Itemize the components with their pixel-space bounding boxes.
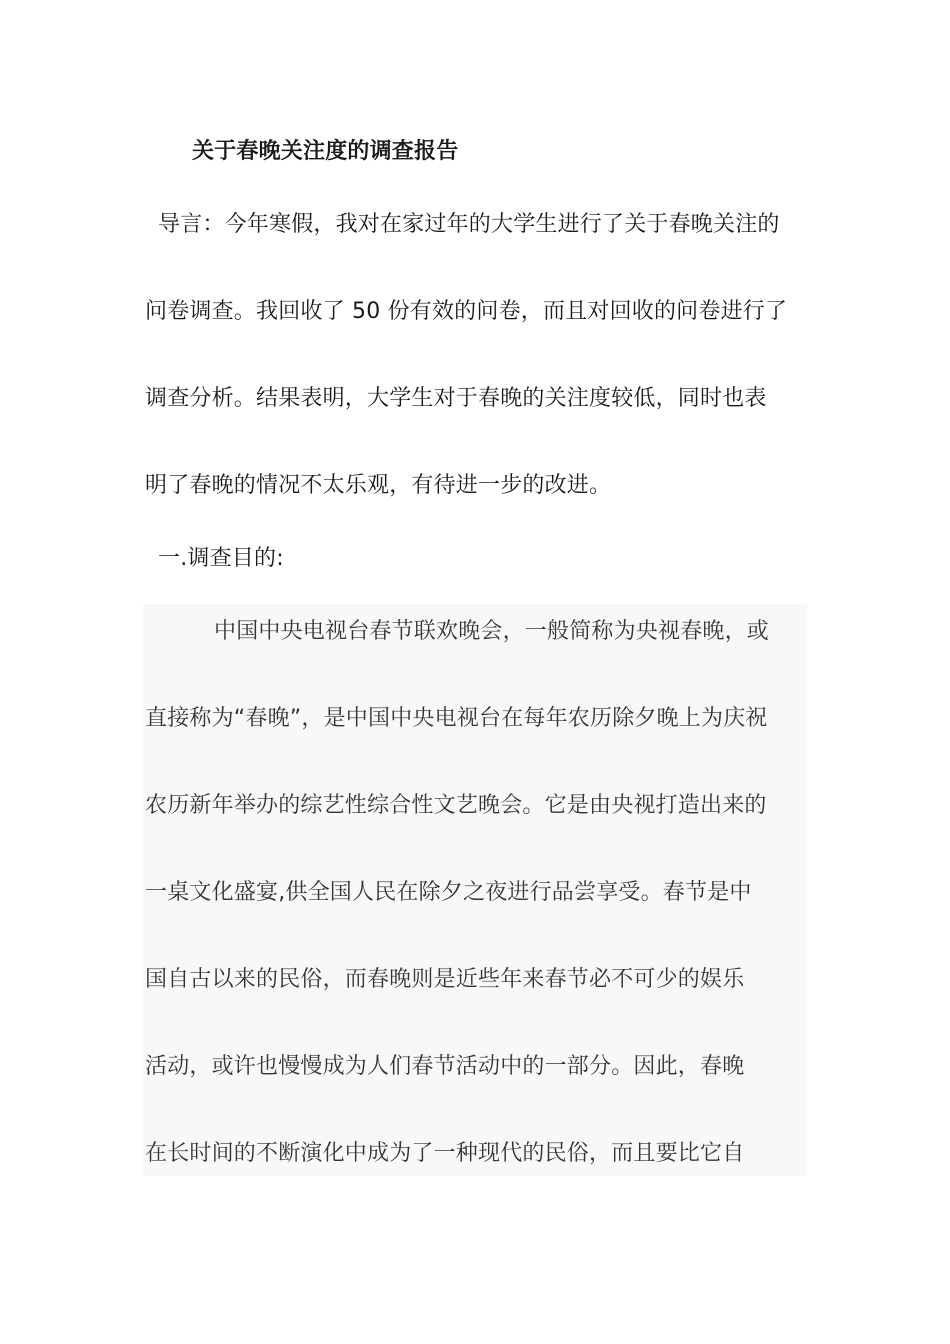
report-title: 关于春晚关注度的调查报告 <box>192 139 459 164</box>
intro-line-3: 调查分析。结果表明，大学生对于春晚的关注度较低，同时也表 <box>145 386 767 411</box>
quote-line-4: 一桌文化盛宴,供全国人民在除夕之夜进行品尝享受。春节是中 <box>145 880 752 905</box>
section-heading: 一.调查目的: <box>158 546 284 571</box>
quote-line-7: 在长时间的不断演化中成为了一种现代的民俗，而且要比它自 <box>145 1141 745 1166</box>
intro-line-4: 明了春晚的情况不太乐观，有待进一步的改进。 <box>145 473 612 498</box>
intro-line-1: 导言：今年寒假，我对在家过年的大学生进行了关于春晚关注的 <box>158 212 780 237</box>
quote-line-6: 活动，或许也慢慢成为人们春节活动中的一部分。因此，春晚 <box>145 1054 745 1079</box>
quote-line-5: 国自古以来的民俗，而春晚则是近些年来春节必不可少的娱乐 <box>145 967 745 992</box>
quote-line-1: 中国中央电视台春节联欢晚会，一般简称为央视春晚，或 <box>214 619 770 644</box>
intro-line-2: 问卷调查。我回收了 50 份有效的问卷，而且对回收的问卷进行了 <box>145 299 788 324</box>
quote-line-3: 农历新年举办的综艺性综合性文艺晚会。它是由央视打造出来的 <box>145 793 767 818</box>
quote-line-2: 直接称为“春晚”，是中国中央电视台在每年农历除夕晚上为庆祝 <box>145 706 768 731</box>
